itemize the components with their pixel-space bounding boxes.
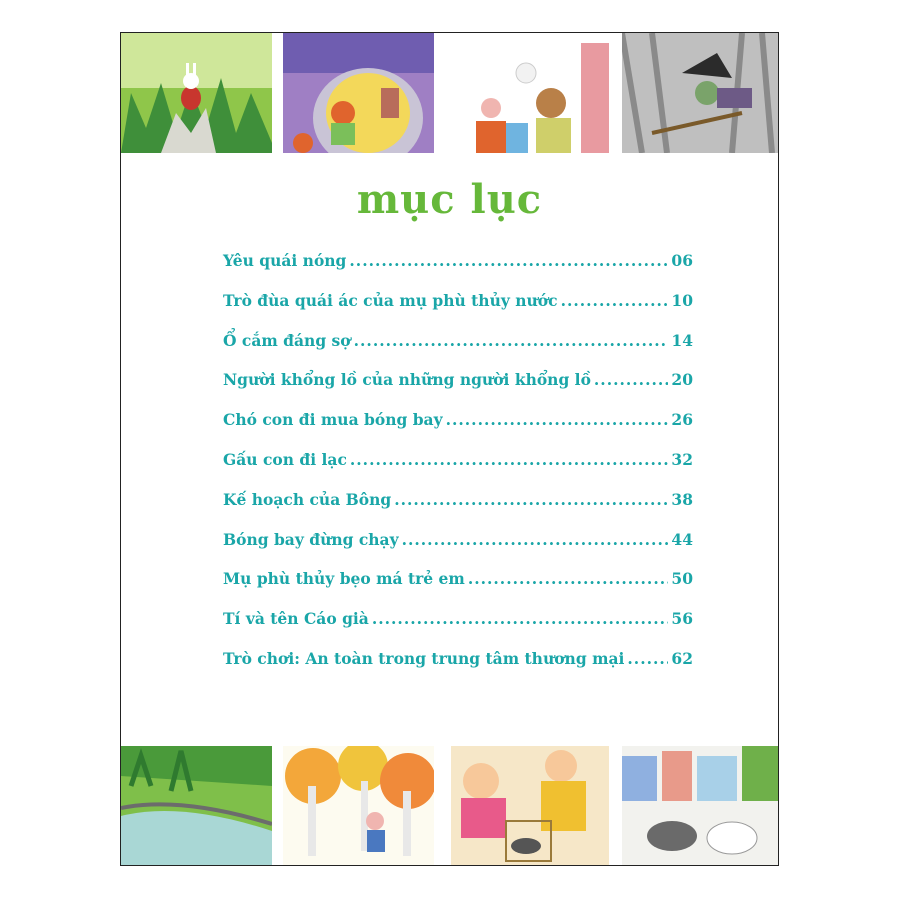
table-of-contents [223,251,693,689]
page-title: mục lục [356,176,543,223]
toc-entry-title: Trò đùa quái ác của mụ phù thủy nước [223,290,558,310]
toc-dot-leader [468,569,669,588]
toc-dot-leader [627,649,668,668]
toc-entry-page: 10 [671,290,693,310]
toc-entry [223,569,693,609]
toc-dot-leader [349,251,668,270]
toc-dot-leader [350,450,669,469]
toc-entry [223,370,693,410]
toc-dot-leader [594,370,669,389]
toc-dot-leader [561,291,669,310]
animal-friends-illustration [451,33,609,153]
toc-entry-title: Ổ cắm đáng sợ [223,330,351,350]
toc-entry-title: Người khổng lồ của những người khổng lồ [223,370,591,390]
toc-entry [223,251,693,291]
toc-dot-leader [372,609,669,628]
toc-entry [223,649,693,689]
toc-entry-page: 50 [671,569,693,589]
toc-dot-leader [394,490,668,509]
toc-entry-title: Yêu quái nóng [223,251,347,270]
top-illustration-strip [121,33,778,153]
toc-entry-page: 44 [671,529,693,549]
toc-entry-page: 32 [671,449,693,469]
toc-entry [223,410,693,450]
rabbit-on-stump-illustration [121,33,272,153]
toc-entry-page: 06 [671,251,693,270]
toc-entry-title: Gấu con đi lạc [223,449,347,469]
toc-entry [223,609,693,649]
flying-witch-illustration [622,33,779,153]
autumn-trees-walk-illustration [283,746,434,866]
toc-entry [223,530,693,570]
toc-entry-page: 38 [671,489,693,509]
puppies-in-town-illustration [622,746,779,866]
toc-entry-title: Mụ phù thủy bẹo má trẻ em [223,569,465,589]
fox-at-tree-door-illustration [283,33,434,153]
bottom-illustration-strip [121,746,778,866]
toc-entry-page: 20 [671,370,693,390]
book-page [120,32,779,866]
toc-dot-leader [354,331,669,350]
toc-entry-page: 56 [671,609,693,629]
toc-dot-leader [402,530,669,549]
toc-entry-title: Kế hoạch của Bông [223,489,392,509]
toc-entry [223,490,693,530]
toc-entry [223,331,693,371]
toc-entry-page: 26 [671,410,693,430]
riverside-garden-illustration [121,746,272,866]
toc-entry-title: Tí và tên Cáo già [223,609,369,629]
toc-entry-title: Bóng bay đừng chạy [223,529,399,549]
toc-entry-title: Trò chơi: An toàn trong trung tâm thương mại [223,648,625,668]
toc-entry-page: 62 [671,648,693,668]
toc-entry-page: 14 [671,330,693,350]
toc-entry-title: Chó con đi mua bóng bay [223,410,443,430]
toc-dot-leader [446,410,669,429]
toc-entry [223,450,693,490]
children-with-puppies-illustration [451,746,609,866]
toc-entry [223,291,693,331]
